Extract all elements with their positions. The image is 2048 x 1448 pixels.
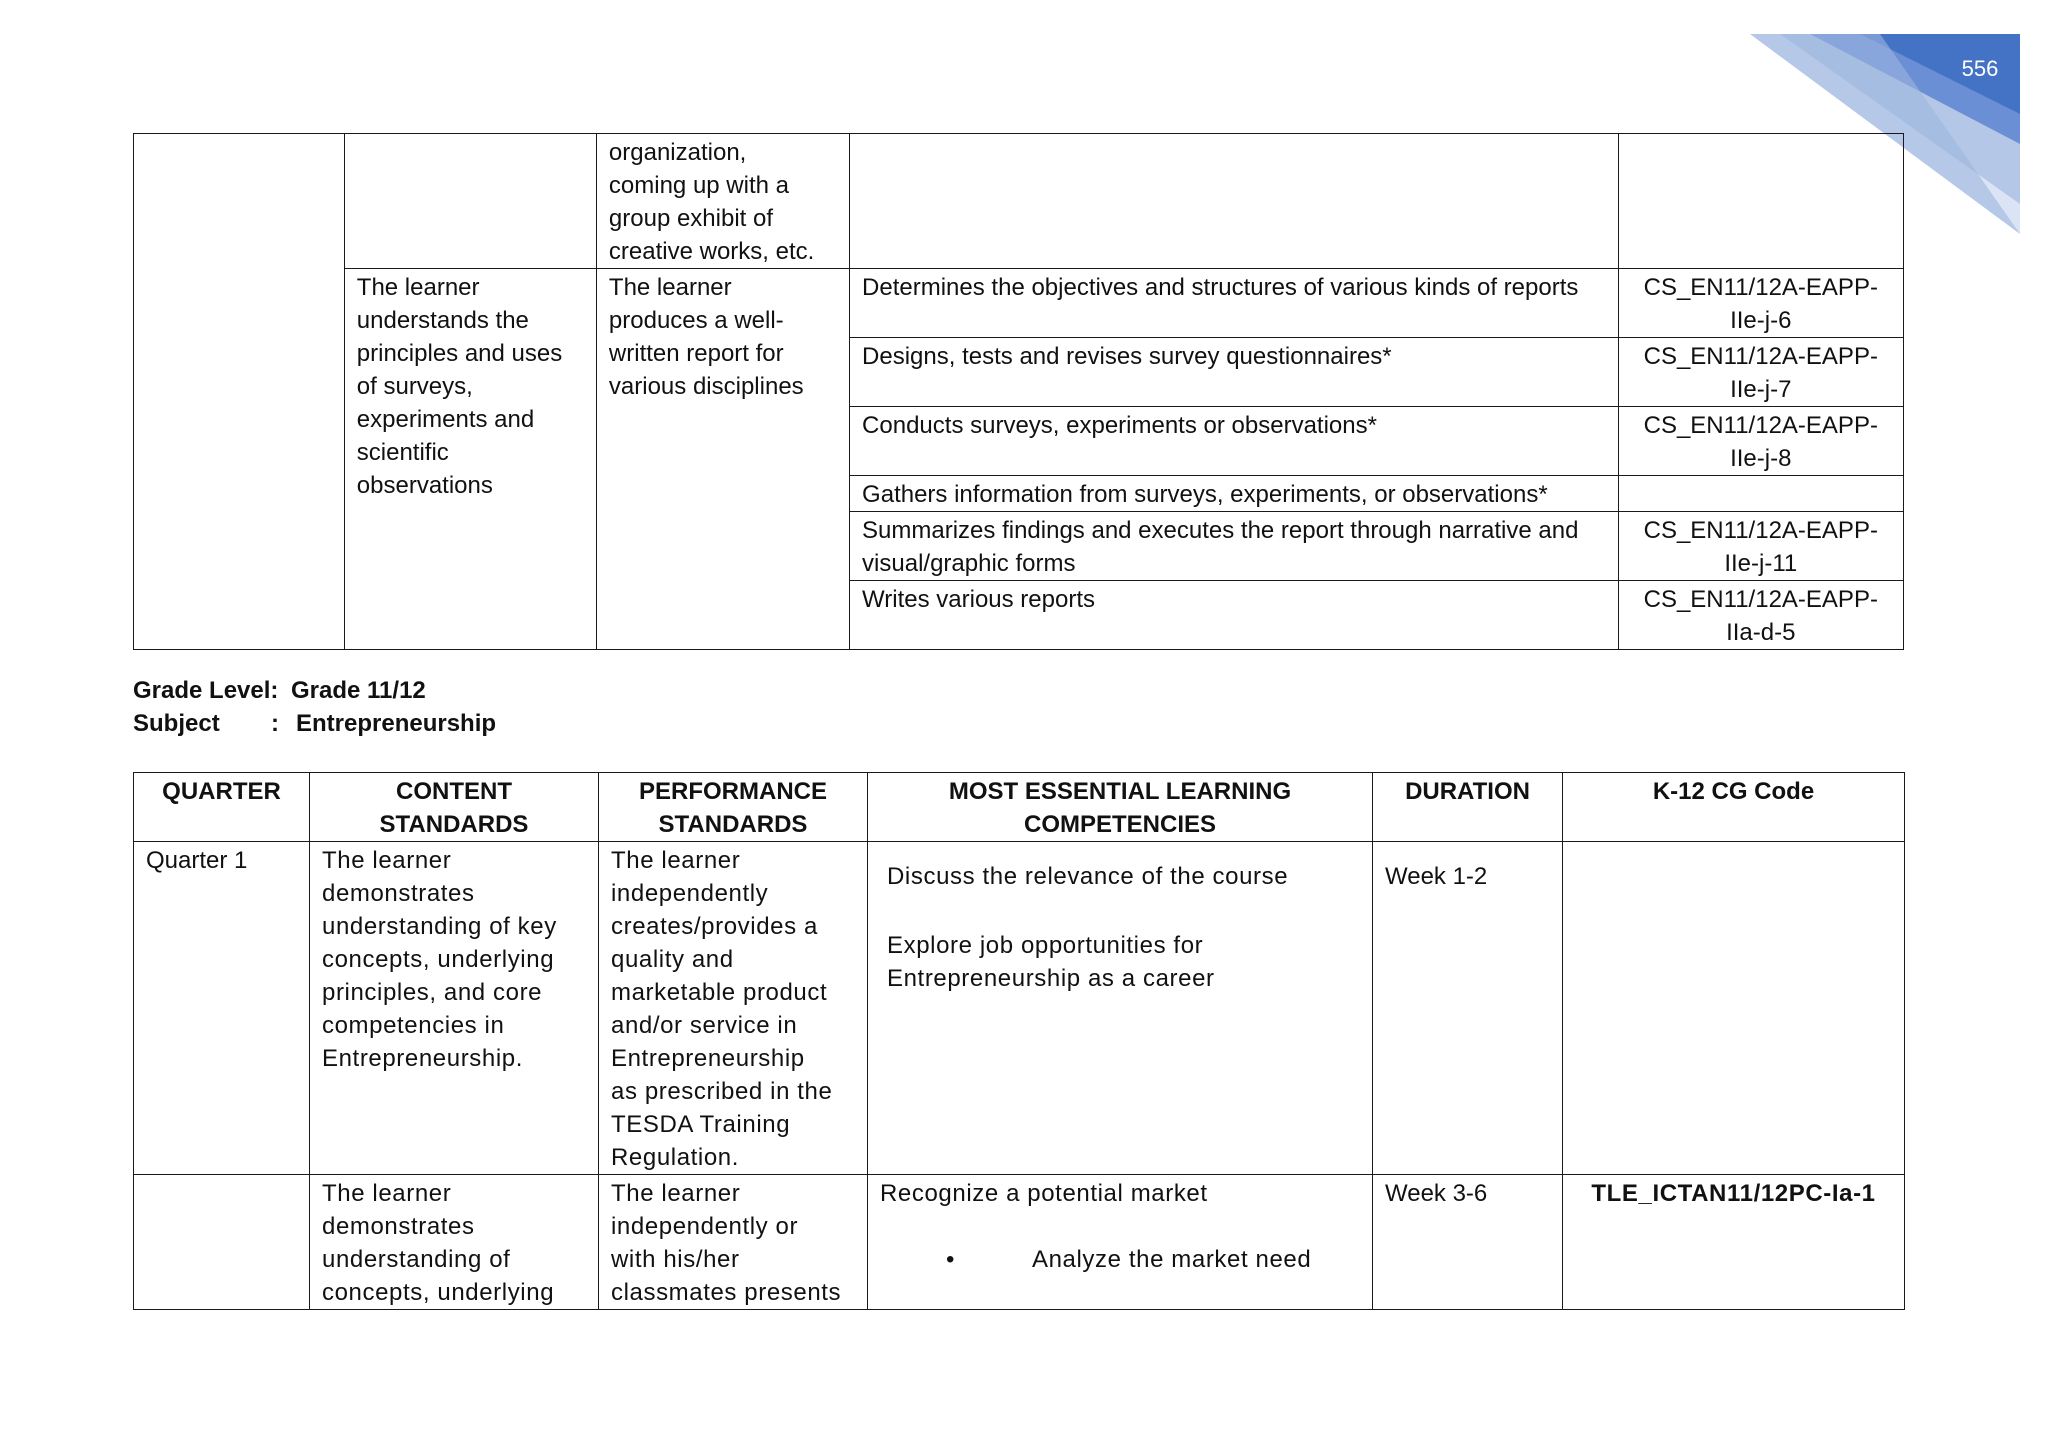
code-cell: CS_EN11/12A-EAPP-IIa-d-5 xyxy=(1618,581,1903,650)
text-line: classmates presents xyxy=(611,1279,842,1306)
text-line: The learner xyxy=(322,847,452,874)
text-line: observations xyxy=(356,472,493,499)
text-line: produces a well- xyxy=(608,307,784,334)
quarter-cell xyxy=(134,134,345,650)
performance-standard-cell xyxy=(599,842,868,1175)
code-cell: CS_EN11/12A-EAPP-IIe-j-8 xyxy=(1618,407,1903,476)
text-line: and/or service in xyxy=(611,1012,798,1039)
text-line: with his/her xyxy=(611,1246,740,1273)
text-line: The learner xyxy=(611,1180,741,1207)
grade-level-line xyxy=(133,674,426,707)
text-line: demonstrates xyxy=(322,880,475,907)
text-line: The learner xyxy=(356,274,480,301)
column-header: MOST ESSENTIAL LEARNING COMPETENCIES xyxy=(868,773,1373,842)
text-line: concepts, underlying xyxy=(322,1279,555,1306)
text-line: demonstrates xyxy=(322,1213,475,1240)
text-line: as prescribed in the xyxy=(611,1078,833,1105)
text-line: independently or xyxy=(611,1213,799,1240)
competency-cell xyxy=(850,134,1619,269)
continuation-table xyxy=(133,133,1904,650)
page-number: 556 xyxy=(1961,56,1999,81)
competency-item: Discuss the relevance of the course xyxy=(887,863,1289,890)
text-line: Regulation. xyxy=(611,1144,740,1171)
duration-cell: Week 3-6 xyxy=(1373,1175,1563,1310)
competency-sublist xyxy=(880,1243,1360,1276)
text-line: The learner xyxy=(608,274,732,301)
header-row xyxy=(134,773,1905,842)
text-line: Entrepreneurship as a career xyxy=(887,965,1215,992)
performance-standard-cell xyxy=(596,134,849,269)
table-row xyxy=(134,1175,1905,1310)
text-line: coming up with a xyxy=(608,172,789,199)
content-standard-cell xyxy=(310,842,599,1175)
competency-cell: Determines the objectives and structures of various kinds of reports xyxy=(850,269,1619,338)
text-line: The learner xyxy=(322,1180,452,1207)
subject-label: Subject xyxy=(133,710,220,737)
text-line: understands the xyxy=(356,307,529,334)
text-line: concepts, underlying xyxy=(322,946,555,973)
code-cell xyxy=(1563,842,1905,1175)
text-line: creative works, etc. xyxy=(608,238,815,265)
text-line: principles, and core xyxy=(322,979,543,1006)
competency-cell: Conducts surveys, experiments or observations* xyxy=(850,407,1619,476)
content-standard-cell xyxy=(344,134,596,269)
duration-cell xyxy=(1373,842,1563,1175)
code-cell: CS_EN11/12A-EAPP-IIe-j-11 xyxy=(1618,512,1903,581)
content-standard-cell xyxy=(344,269,596,650)
text-line: understanding of key xyxy=(322,913,557,940)
text-line: principles and uses xyxy=(356,340,563,367)
entrepreneurship-table xyxy=(133,772,1905,1310)
code-cell: CS_EN11/12A-EAPP-IIe-j-6 xyxy=(1618,269,1903,338)
text-line: various disciplines xyxy=(608,373,804,400)
performance-standard-cell xyxy=(596,269,849,650)
text-line: quality and xyxy=(611,946,734,973)
code-cell: TLE_ICTAN11/12PC-Ia-1 xyxy=(1563,1175,1905,1310)
column-header: CONTENT STANDARDS xyxy=(310,773,599,842)
text-line: Explore job opportunities for xyxy=(887,932,1204,959)
duration-value: Week 1-2 xyxy=(1385,863,1488,890)
code-cell xyxy=(1618,134,1903,269)
code-cell: CS_EN11/12A-EAPP-IIe-j-7 xyxy=(1618,338,1903,407)
text-line: competencies in xyxy=(322,1012,505,1039)
grade-level-label: Grade Level: xyxy=(133,677,279,704)
column-header: QUARTER xyxy=(134,773,310,842)
quarter-cell xyxy=(134,1175,310,1310)
text-line: creates/provides a xyxy=(611,913,818,940)
competency-cell: Writes various reports xyxy=(850,581,1619,650)
competency-item: Recognize a potential market xyxy=(880,1180,1208,1207)
list-item: • Analyze the market need xyxy=(880,1243,1360,1276)
grade-level-value: Grade 11/12 xyxy=(291,677,426,704)
performance-standard-cell xyxy=(599,1175,868,1310)
text-line: scientific xyxy=(356,439,449,466)
competency-cell: Gathers information from surveys, experiments, or observations* xyxy=(850,476,1619,512)
column-header: DURATION xyxy=(1373,773,1563,842)
competency-cell xyxy=(868,1175,1373,1310)
content-standard-cell xyxy=(310,1175,599,1310)
column-header: PERFORMANCE STANDARDS xyxy=(599,773,868,842)
text-line: Entrepreneurship xyxy=(611,1045,805,1072)
subject-value: Entrepreneurship xyxy=(296,710,497,737)
table-row xyxy=(134,269,1904,338)
text-line: organization, xyxy=(608,139,747,166)
text-line: group exhibit of xyxy=(608,205,774,232)
competency-cell xyxy=(868,842,1373,1175)
column-header: K-12 CG Code xyxy=(1563,773,1905,842)
text-line: understanding of xyxy=(322,1246,511,1273)
text-line: marketable product xyxy=(611,979,828,1006)
text-line: Entrepreneurship. xyxy=(322,1045,523,1072)
table-row xyxy=(134,134,1904,269)
code-cell xyxy=(1618,476,1903,512)
text-line: independently xyxy=(611,880,769,907)
text-line: experiments and xyxy=(356,406,535,433)
text-line: TESDA Training xyxy=(611,1111,791,1138)
subject-line xyxy=(133,707,496,740)
table-row xyxy=(134,842,1905,1175)
competency-cell: Designs, tests and revises survey questionnaires* xyxy=(850,338,1619,407)
quarter-cell: Quarter 1 xyxy=(134,842,310,1175)
text-line: The learner xyxy=(611,847,741,874)
subject-separator: : xyxy=(271,710,279,737)
text-line: written report for xyxy=(608,340,784,367)
competency-cell: Summarizes findings and executes the report through narrative and visual/graphic forms xyxy=(850,512,1619,581)
text-line: of surveys, xyxy=(356,373,473,400)
